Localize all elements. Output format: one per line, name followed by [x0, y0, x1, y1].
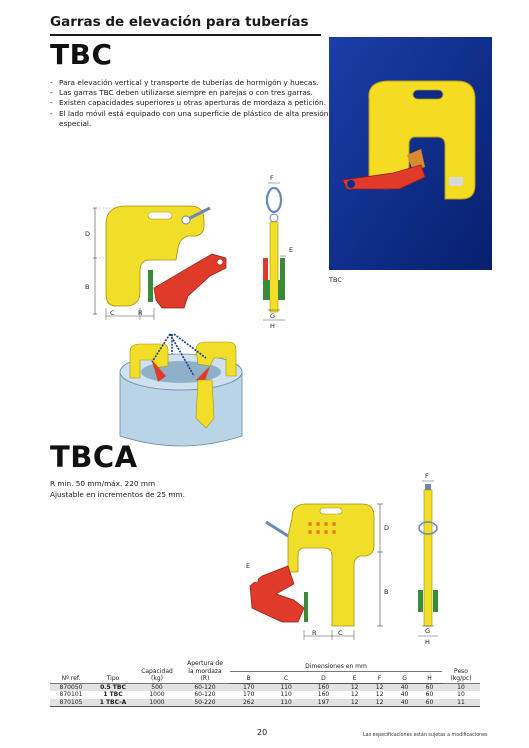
col-header-dimensiones: Dimensiones en mm: [230, 660, 442, 671]
table-row: [50, 699, 480, 707]
col-header-peso-unit: (kg/pc): [450, 675, 472, 682]
col-header-capacidad-label: Capacidad: [141, 667, 173, 675]
cell-peso: 10: [442, 691, 480, 699]
cell-e: 12: [342, 691, 367, 699]
dim-label-f: F: [270, 174, 274, 182]
col-header-g: G: [402, 675, 407, 682]
cell-d: 160: [305, 691, 342, 699]
col-header-d: D: [321, 675, 326, 682]
specifications-table: [50, 660, 480, 707]
cell-tipo: 1 TBC-A: [92, 699, 134, 707]
dim-label-r-tbca: R: [312, 629, 317, 637]
cell-apertura: 50-220: [180, 699, 230, 707]
dim-label-d: D: [85, 230, 91, 238]
dim-label-g: G: [270, 312, 276, 320]
cell-c: 110: [267, 699, 304, 707]
cell-capacidad: 1000: [134, 691, 180, 699]
dim-label-c-tbca: C: [338, 629, 343, 637]
col-header-f: F: [377, 675, 382, 682]
model-title-tbc: TBC: [50, 38, 113, 71]
cell-g: 40: [392, 683, 417, 691]
tbc-feature-item: - Existen capacidades superiores u otras aperturas de mordaza a petición.: [50, 98, 330, 108]
tbca-front-drawing: [408, 470, 448, 646]
tbc-feature-item: - Las garras TBC deben utilizarse siempre en parejas o con tres garras.: [50, 88, 330, 98]
cell-g: 40: [392, 691, 417, 699]
table-row: [50, 683, 480, 691]
cell-ref: 870101: [50, 691, 92, 699]
cell-peso: 11: [442, 699, 480, 707]
tbca-increment-text: Ajustable en incrementos de 25 mm.: [50, 489, 185, 499]
col-header-tipo: Tipo: [92, 660, 134, 683]
cell-d: 197: [305, 699, 342, 707]
dim-label-h: H: [270, 322, 275, 330]
cell-b: 170: [230, 683, 267, 691]
col-header-c: C: [283, 675, 289, 682]
page-number: 20: [257, 728, 268, 737]
col-header-apertura: [180, 660, 230, 683]
col-header-b: B: [246, 675, 251, 682]
dim-label-c: C: [110, 309, 115, 317]
tbc-feature-item: - Para elevación vertical y transporte de tuberías de hormigón y huecas.: [50, 78, 330, 88]
tbca-range-text: R min. 50 mm/máx. 220 mm: [50, 479, 156, 488]
col-header-ref: Nº ref.: [50, 660, 92, 683]
dim-label-b: B: [85, 283, 90, 291]
cell-e: 12: [342, 699, 367, 707]
cell-h: 60: [417, 683, 442, 691]
dim-label-b-tbca: B: [384, 588, 389, 596]
col-header-h: H: [427, 675, 432, 682]
cell-tipo: 1 TBC: [92, 691, 134, 699]
dim-label-h-tbca: H: [425, 638, 430, 646]
cell-ref: 870105: [50, 699, 92, 707]
product-photo: [329, 37, 492, 270]
cell-b: 170: [230, 691, 267, 699]
col-header-apertura-unit: (R): [200, 675, 210, 682]
cell-f: 12: [367, 699, 392, 707]
cell-g: 40: [392, 699, 417, 707]
col-header-apertura-line2: la mordaza: [188, 667, 222, 675]
cell-f: 12: [367, 683, 392, 691]
dim-label-r: R: [138, 309, 143, 317]
photo-caption: TBC: [329, 276, 342, 284]
cell-c: 110: [267, 691, 304, 699]
cell-peso: 10: [442, 683, 480, 691]
section-title: Garras de elevación para tuberías: [50, 14, 309, 30]
col-header-capacidad: [134, 660, 180, 683]
cell-b: 262: [230, 699, 267, 707]
model-title-tbca: TBCA: [50, 440, 138, 474]
cell-c: 110: [267, 683, 304, 691]
tbc-front-drawing: [250, 172, 300, 332]
tbca-description: [50, 479, 185, 500]
col-header-peso: [442, 660, 480, 683]
tbc-feature-item: - El lado móvil está equipado con una superficie de plástico de alta presión especial.: [50, 109, 330, 129]
header-rule: [50, 34, 321, 36]
dim-label-d-tbca: D: [384, 524, 390, 532]
cell-capacidad: 500: [134, 683, 180, 691]
cell-h: 60: [417, 691, 442, 699]
cell-tipo: 0.5 TBC: [92, 683, 134, 691]
cell-apertura: 60-120: [180, 691, 230, 699]
cell-d: 160: [305, 683, 342, 691]
cell-e: 12: [342, 683, 367, 691]
tbc-usage-illustration: [110, 332, 250, 456]
dim-label-e: E: [289, 246, 294, 254]
cell-ref: 870050: [50, 683, 92, 691]
dim-label-e-tbca: E: [246, 562, 251, 570]
table-row: [50, 691, 480, 699]
tbc-feature-list: [50, 78, 330, 129]
col-header-e: E: [352, 675, 357, 682]
cell-capacidad: 1000: [134, 699, 180, 707]
product-photo-illustration: [329, 37, 492, 270]
tbc-side-drawing: [80, 196, 250, 326]
dim-label-g-tbca: G: [425, 627, 431, 635]
tbca-side-drawing: [232, 496, 402, 646]
cell-f: 12: [367, 691, 392, 699]
col-header-apertura-line1: Apertura de: [187, 660, 223, 667]
cell-apertura: 60-120: [180, 683, 230, 691]
col-header-capacidad-unit: (kg): [151, 675, 163, 682]
footer-note: Las especificaciones están sujetas a modificaciones: [363, 733, 488, 738]
col-header-peso-label: Peso: [454, 667, 468, 675]
cell-h: 60: [417, 699, 442, 707]
dim-label-f-tbca: F: [425, 472, 429, 480]
